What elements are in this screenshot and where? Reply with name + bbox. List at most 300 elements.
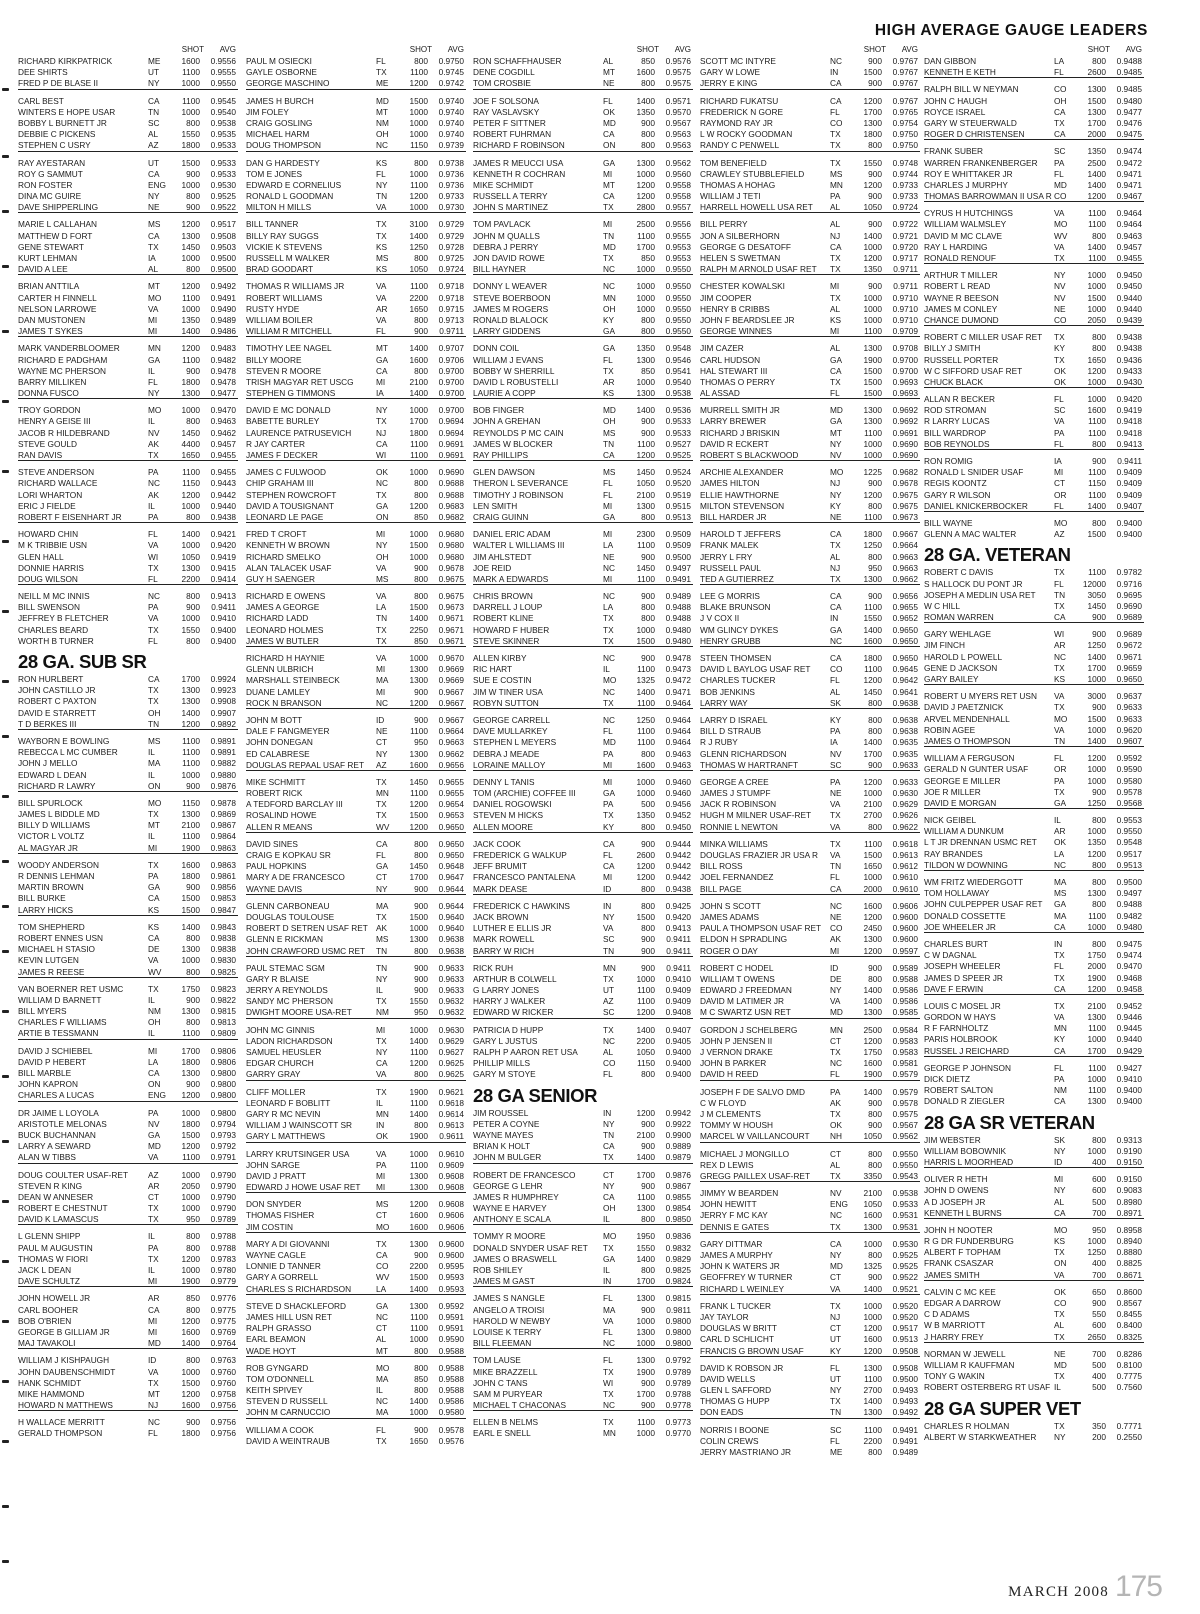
average: 0.9473: [665, 664, 691, 675]
shooter-row: [700, 664, 920, 675]
average: 0.9438: [1116, 343, 1142, 354]
shooter-name: WILLIAM A FERGUSON: [924, 753, 1015, 764]
average: 0.9638: [892, 726, 918, 737]
average: 0.9924: [210, 674, 236, 684]
shooter-row: [18, 405, 238, 416]
shooter-state: IL: [603, 1265, 610, 1275]
shooter-row: [246, 653, 466, 664]
average: 0.9591: [438, 1311, 464, 1322]
targets-shot: 1500: [409, 95, 428, 106]
average: 0.9740: [438, 95, 464, 106]
shooter-row: [246, 140, 466, 151]
shooter-row: [18, 78, 238, 89]
shooter-state: MI: [148, 1315, 158, 1326]
average: 0.9415: [210, 562, 236, 573]
shooter-row: [473, 416, 693, 427]
shooter-row: [924, 129, 1144, 140]
shooter-name: RONALD RENOUF: [924, 253, 996, 263]
shooter-name: JOHN M BULGER: [473, 1152, 542, 1163]
targets-shot: 900: [186, 202, 200, 213]
shooter-name: GLENN RICHARDSON: [700, 748, 787, 759]
shooter-row: [18, 512, 238, 523]
average: 0.9440: [1116, 1034, 1142, 1045]
shooter-row: [246, 490, 466, 501]
shooter-name: WILLIAM J KISHPAUGH: [18, 1355, 110, 1366]
shooter-row: [18, 1090, 238, 1101]
targets-shot: 1000: [181, 1366, 200, 1377]
shooter-state: LA: [1054, 56, 1065, 66]
targets-shot: 900: [414, 1250, 428, 1260]
shooter-row: [246, 326, 466, 337]
shooter-state: VA: [376, 1069, 387, 1080]
average: 0.9464: [1116, 208, 1142, 219]
shooter-name: RICHARD L WEINLEY: [700, 1283, 785, 1294]
shooter-state: TX: [830, 810, 841, 821]
targets-shot: 1000: [181, 769, 200, 780]
shooter-row: [18, 1293, 238, 1304]
shooter-state: MT: [603, 179, 615, 190]
shooter-state: AZ: [148, 140, 159, 151]
shooter-name: ROGER D CHRISTENSEN: [924, 129, 1025, 140]
shooter-state: VA: [603, 1315, 614, 1326]
average: 0.9413: [210, 591, 236, 602]
shooter-state: ID: [603, 883, 612, 894]
shooter-row: [700, 715, 920, 726]
shooter-row: [18, 1400, 238, 1411]
shooter-row: [18, 944, 238, 955]
targets-shot: 900: [868, 1120, 882, 1131]
targets-shot: 1200: [863, 1035, 882, 1046]
targets-shot: 1000: [181, 955, 200, 966]
average: 0.9508: [892, 1362, 918, 1373]
shooter-row: [18, 1057, 238, 1068]
targets-shot: 1000: [181, 78, 200, 89]
shooter-name: J V COX II: [700, 613, 740, 624]
targets-shot: 1300: [863, 1362, 882, 1373]
targets-shot: 1000: [1087, 303, 1106, 314]
shooter-row: [473, 1170, 693, 1181]
targets-shot: 1350: [181, 314, 200, 325]
targets-shot: 1200: [181, 343, 200, 354]
average: 0.9531: [892, 1210, 918, 1221]
shooter-row: [246, 799, 466, 810]
shooter-name: R F FARNHOLTZ: [924, 1023, 989, 1034]
shooter-state: KY: [830, 1345, 842, 1356]
targets-shot: 1550: [409, 996, 428, 1007]
shooter-name: WADE HOYT: [246, 1345, 296, 1356]
shooter-state: CA: [830, 95, 842, 106]
average: 0.9467: [1116, 191, 1142, 202]
shooter-state: CT: [603, 1169, 615, 1180]
targets-shot: 800: [1092, 343, 1106, 354]
targets-shot: 950: [414, 1007, 428, 1018]
shooter-name: BLAKE BRUNSON: [700, 602, 771, 613]
shooter-name: JAMES M CONLEY: [924, 303, 998, 314]
average: 0.9455: [1116, 253, 1142, 263]
shooter-state: TN: [1054, 589, 1066, 600]
shooter-state: MA: [603, 1304, 616, 1315]
targets-shot: 1600: [863, 900, 882, 911]
targets-shot: 900: [641, 962, 655, 973]
targets-shot: 1400: [863, 737, 882, 748]
shooter-row: [700, 901, 920, 912]
shooter-state: TX: [376, 1035, 387, 1046]
shooter-name: JERRY F MC KAY: [700, 1210, 768, 1221]
average: 0.9607: [1116, 735, 1142, 746]
targets-shot: 1150: [637, 1058, 655, 1069]
average: 0.9637: [1116, 691, 1142, 702]
average: 0.9790: [210, 1169, 236, 1180]
shooter-state: GA: [603, 157, 615, 168]
targets-shot: 1200: [181, 1388, 200, 1399]
shooter-name: JIM FINCH: [924, 640, 966, 651]
shooter-row: [246, 428, 466, 439]
average: 0.9655: [438, 776, 464, 787]
shooter-row: [246, 450, 466, 461]
shooter-row: [473, 107, 693, 118]
shooter-state: AZ: [1054, 529, 1065, 540]
shooter-state: NC: [603, 686, 615, 697]
average: 0.9638: [892, 714, 918, 725]
shooter-name: JEFFREY B FLETCHER: [18, 613, 109, 624]
shooter-state: NC: [603, 562, 615, 573]
shooter-name: DEBRA J PERRY: [473, 241, 539, 252]
shooter-state: PA: [148, 602, 159, 613]
shooter-name: ERIC J FIELDE: [18, 500, 76, 511]
shooter-name: CHIP GRAHAM III: [246, 478, 314, 489]
shooter-state: IL: [148, 500, 155, 511]
average: 0.9575: [665, 67, 691, 78]
shooter-row: [924, 191, 1144, 202]
average: 0.9400: [210, 635, 236, 646]
shooter-row: [246, 912, 466, 923]
average: 0.9750: [438, 56, 464, 66]
shooter-row: [924, 1360, 1144, 1371]
shooter-name: GARY R BLAISE: [246, 973, 309, 984]
targets-shot: 650: [1092, 1286, 1106, 1297]
average: 0.9923: [210, 685, 236, 696]
shooter-row: [473, 625, 693, 636]
average: 0.9612: [892, 861, 918, 872]
shooter-state: TX: [603, 613, 614, 624]
targets-shot: 1600: [636, 67, 655, 78]
average: 0.9780: [210, 1265, 236, 1275]
average: 0.9806: [210, 1045, 236, 1056]
average: 0.9824: [665, 1276, 691, 1287]
average: 0.9488: [1116, 56, 1142, 66]
shooter-state: NC: [603, 1035, 615, 1046]
average: 0.9600: [438, 1238, 464, 1249]
shooter-state: GA: [148, 882, 160, 893]
average: 0.9733: [892, 191, 918, 202]
shooter-state: FL: [603, 489, 613, 500]
average: 0.9438: [665, 883, 691, 894]
average: 0.9667: [438, 714, 464, 725]
average: 0.9700: [438, 405, 464, 416]
targets-shot: 1600: [863, 1210, 882, 1221]
shooter-name: RICHARD H HAYNIE: [246, 653, 325, 663]
average: 0.9476: [1116, 117, 1142, 128]
targets-shot: 1300: [1087, 106, 1106, 117]
shooter-row: [700, 625, 920, 636]
shooter-state: GA: [603, 343, 615, 354]
shooter-row: [18, 366, 238, 377]
shooter-state: NC: [1054, 651, 1066, 662]
average: 0.9690: [438, 467, 464, 478]
shooter-row: [473, 1389, 693, 1400]
shooter-state: MI: [148, 1045, 158, 1056]
shooter-name: STEPHEN ROWCROFT: [246, 489, 337, 500]
targets-shot: 1300: [181, 685, 200, 696]
targets-shot: 500: [1092, 1382, 1106, 1393]
targets-shot: 800: [641, 748, 655, 759]
targets-shot: 800: [868, 500, 882, 511]
shooter-state: IL: [148, 1231, 155, 1242]
targets-shot: 1400: [636, 405, 655, 416]
average: 0.9650: [892, 635, 918, 646]
shooter-name: SAMUEL HEUSLER: [246, 1047, 322, 1057]
shooter-state: MI: [830, 945, 840, 956]
shooter-row: [246, 1131, 466, 1142]
targets-shot: 1350: [1087, 146, 1106, 157]
targets-shot: 800: [641, 1265, 655, 1275]
shooter-state: TX: [148, 809, 159, 820]
shooter-row: [18, 343, 238, 354]
shooter-state: TX: [603, 697, 614, 708]
average: 0.9613: [892, 850, 918, 860]
shooter-row: [18, 281, 238, 292]
shooter-name: WILLIAM BOILER: [246, 314, 313, 325]
average: 0.9482: [210, 354, 236, 365]
shooter-state: VA: [1054, 1012, 1065, 1023]
targets-shot: 1400: [181, 1338, 200, 1349]
shooter-row: [473, 1130, 693, 1141]
shooter-state: CA: [376, 838, 388, 849]
shooter-name: JAMES W BLOCKER: [473, 438, 553, 449]
average: 0.9486: [210, 326, 236, 337]
targets-shot: 800: [641, 314, 655, 325]
targets-shot: 1200: [636, 1007, 655, 1018]
targets-shot: 800: [641, 883, 655, 894]
shooter-state: GA: [603, 326, 615, 337]
shooter-name: DENNY L TANIS: [473, 776, 535, 787]
shooter-state: TX: [376, 1238, 387, 1249]
targets-shot: 1250: [1087, 1247, 1106, 1258]
targets-shot: 600: [1092, 1185, 1106, 1196]
shooter-state: MN: [603, 1428, 616, 1439]
targets-shot: 1100: [637, 726, 655, 737]
targets-shot: 1900: [409, 1131, 428, 1142]
shooter-name: NEILL M MC INNIS: [18, 591, 90, 602]
average: 0.9533: [210, 168, 236, 179]
shooter-row: [473, 822, 693, 833]
average: 0.9789: [665, 1377, 691, 1388]
targets-shot: 1000: [1087, 281, 1106, 292]
shooter-row: [18, 388, 238, 399]
shooter-row: [924, 405, 1144, 416]
shooter-state: TX: [148, 1214, 159, 1225]
targets-shot: 1100: [864, 326, 882, 337]
targets-shot: 1300: [1087, 888, 1106, 899]
average: 0.9586: [438, 1396, 464, 1407]
shooter-name: DAN GIBBON: [924, 56, 977, 66]
shooter-state: NC: [148, 478, 160, 489]
shooter-row: [18, 107, 238, 118]
shooter-name: ROCK N BRANSON: [246, 697, 322, 708]
average: 0.9739: [438, 140, 464, 151]
targets-shot: 800: [186, 416, 200, 427]
targets-shot: 1400: [863, 1396, 882, 1407]
shooter-state: TX: [376, 489, 387, 500]
shooter-name: ALLAN R BECKER: [924, 394, 996, 405]
shooter-name: GLEN HALL: [18, 551, 64, 562]
targets-shot: 200: [1092, 1431, 1106, 1442]
shooter-name: THERON L SEVERANCE: [473, 478, 569, 489]
shooter-name: TOM HOLLAWAY: [924, 888, 990, 899]
average: 0.9678: [438, 562, 464, 573]
average: 0.9490: [210, 303, 236, 314]
shooter-name: R DENNIS LEHMAN: [18, 871, 95, 881]
shooter-state: VA: [376, 202, 387, 213]
targets-shot: 800: [868, 551, 882, 562]
targets-shot: 1000: [636, 624, 655, 635]
average: 0.9438: [210, 511, 236, 522]
shooter-name: JOE R MILLER: [924, 786, 981, 797]
average: 0.9688: [438, 478, 464, 489]
targets-shot: 1500: [863, 376, 882, 387]
average: 0.7560: [1116, 1382, 1142, 1393]
shooter-state: MN: [1054, 1023, 1067, 1034]
shooter-name: CARL HUDSON: [700, 354, 761, 365]
targets-shot: 1200: [181, 1090, 200, 1101]
shooter-state: NY: [830, 985, 842, 996]
average: 0.9907: [210, 707, 236, 718]
shooter-state: MI: [603, 500, 613, 511]
shooter-name: RICK RUH: [473, 962, 514, 973]
targets-shot: 1100: [864, 1373, 882, 1384]
average: 0.9740: [438, 117, 464, 128]
shooter-state: LA: [603, 602, 614, 613]
shooter-row: [18, 540, 238, 551]
targets-shot: 1100: [1088, 1062, 1106, 1073]
targets-shot: 1100: [410, 1097, 428, 1108]
shooter-name: HARRY J WALKER: [473, 996, 546, 1007]
shooter-state: AR: [376, 303, 388, 314]
shooter-row: [924, 1001, 1144, 1012]
average: 0.9680: [438, 551, 464, 562]
targets-shot: 1100: [864, 664, 882, 675]
shooter-row: [246, 872, 466, 883]
shooter-name: BRIAN ANTTILA: [18, 281, 80, 292]
shooter-state: MS: [376, 1199, 389, 1210]
shooter-name: HELEN S SWETMAN: [700, 253, 781, 263]
shooter-state: NM: [1054, 1085, 1067, 1096]
average: 0.9733: [892, 179, 918, 190]
shooter-row: [924, 478, 1144, 489]
average: 0.9861: [210, 871, 236, 881]
shooter-state: CA: [603, 1191, 615, 1202]
average: 0.9760: [210, 1377, 236, 1388]
targets-shot: 1300: [636, 388, 655, 399]
shooter-name: ROBERT D SETREN USAF RET: [246, 923, 368, 934]
shooter-name: WILLIAM J WAINSCOTT SR: [246, 1120, 353, 1131]
targets-shot: 1000: [636, 788, 655, 799]
shooter-row: [700, 788, 920, 799]
targets-shot: 800: [1092, 517, 1106, 528]
average: 0.9728: [438, 241, 464, 252]
shooter-state: PA: [603, 799, 614, 810]
shooter-row: [246, 219, 466, 230]
shooter-state: TX: [830, 1221, 841, 1232]
average: 0.9541: [665, 365, 691, 376]
average: 0.9472: [1116, 157, 1142, 168]
shooter-state: MO: [603, 675, 617, 686]
shooter-name: ALLEN R MEANS: [246, 821, 313, 832]
shooter-name: EDWARD E CORNELIUS: [246, 179, 342, 190]
average: 0.9700: [438, 365, 464, 376]
shooter-name: R J RUBY: [700, 737, 738, 748]
average: 0.9689: [1116, 629, 1142, 640]
shooter-state: OR: [1054, 489, 1067, 500]
shooter-row: [18, 955, 238, 966]
shooter-state: ON: [148, 780, 161, 791]
average: 0.9653: [438, 810, 464, 821]
average: 0.7775: [1116, 1371, 1142, 1382]
shooter-state: CO: [376, 1261, 389, 1272]
shooter-name: JOHN MC GINNIS: [246, 1024, 315, 1035]
targets-shot: 1200: [863, 1323, 882, 1334]
shooter-row: [246, 1025, 466, 1036]
shooter-state: MI: [148, 326, 158, 337]
targets-shot: 1100: [1088, 219, 1106, 230]
shooter-row: [246, 839, 466, 850]
average: 0.8325: [1116, 1331, 1142, 1342]
shooter-state: MI: [603, 573, 613, 584]
shooter-row: [246, 512, 466, 523]
targets-shot: 1400: [1087, 500, 1106, 511]
average: 0.9690: [892, 450, 918, 460]
shooter-state: MO: [148, 292, 162, 303]
average: 0.9652: [892, 613, 918, 624]
targets-shot: 350: [1092, 1420, 1106, 1431]
average: 0.9468: [1116, 972, 1142, 983]
shooter-row: [700, 264, 920, 275]
average: 0.9669: [438, 664, 464, 675]
shooter-row: [246, 180, 466, 191]
shooter-row: [246, 1160, 466, 1171]
targets-shot: 2200: [409, 1261, 428, 1272]
average: 0.9535: [210, 129, 236, 140]
shooter-state: NC: [830, 56, 842, 66]
average: 0.9440: [1116, 303, 1142, 314]
shooter-name: DONNY L WEAVER: [473, 281, 548, 292]
column-header: [924, 44, 1144, 56]
shooter-state: TX: [148, 562, 159, 573]
shooter-name: RALPH M ARNOLD USAF RET: [700, 264, 817, 275]
shooter-name: KEVIN LUTGEN: [18, 955, 79, 966]
shooter-row: [924, 169, 1144, 180]
shooter-row: [246, 304, 466, 315]
shooter-name: DAVID M LATIMER JR: [700, 996, 785, 1007]
shooter-row: [700, 613, 920, 624]
shooter-row: [700, 416, 920, 427]
shooter-row: [924, 640, 1144, 651]
shooter-name: TOM CROSBIE: [473, 78, 531, 89]
average: 0.9608: [438, 1199, 464, 1210]
shooter-name: JAMES D SPEER JR: [924, 972, 1003, 983]
targets-shot: 800: [641, 129, 655, 140]
shooter-state: CO: [1054, 314, 1067, 325]
